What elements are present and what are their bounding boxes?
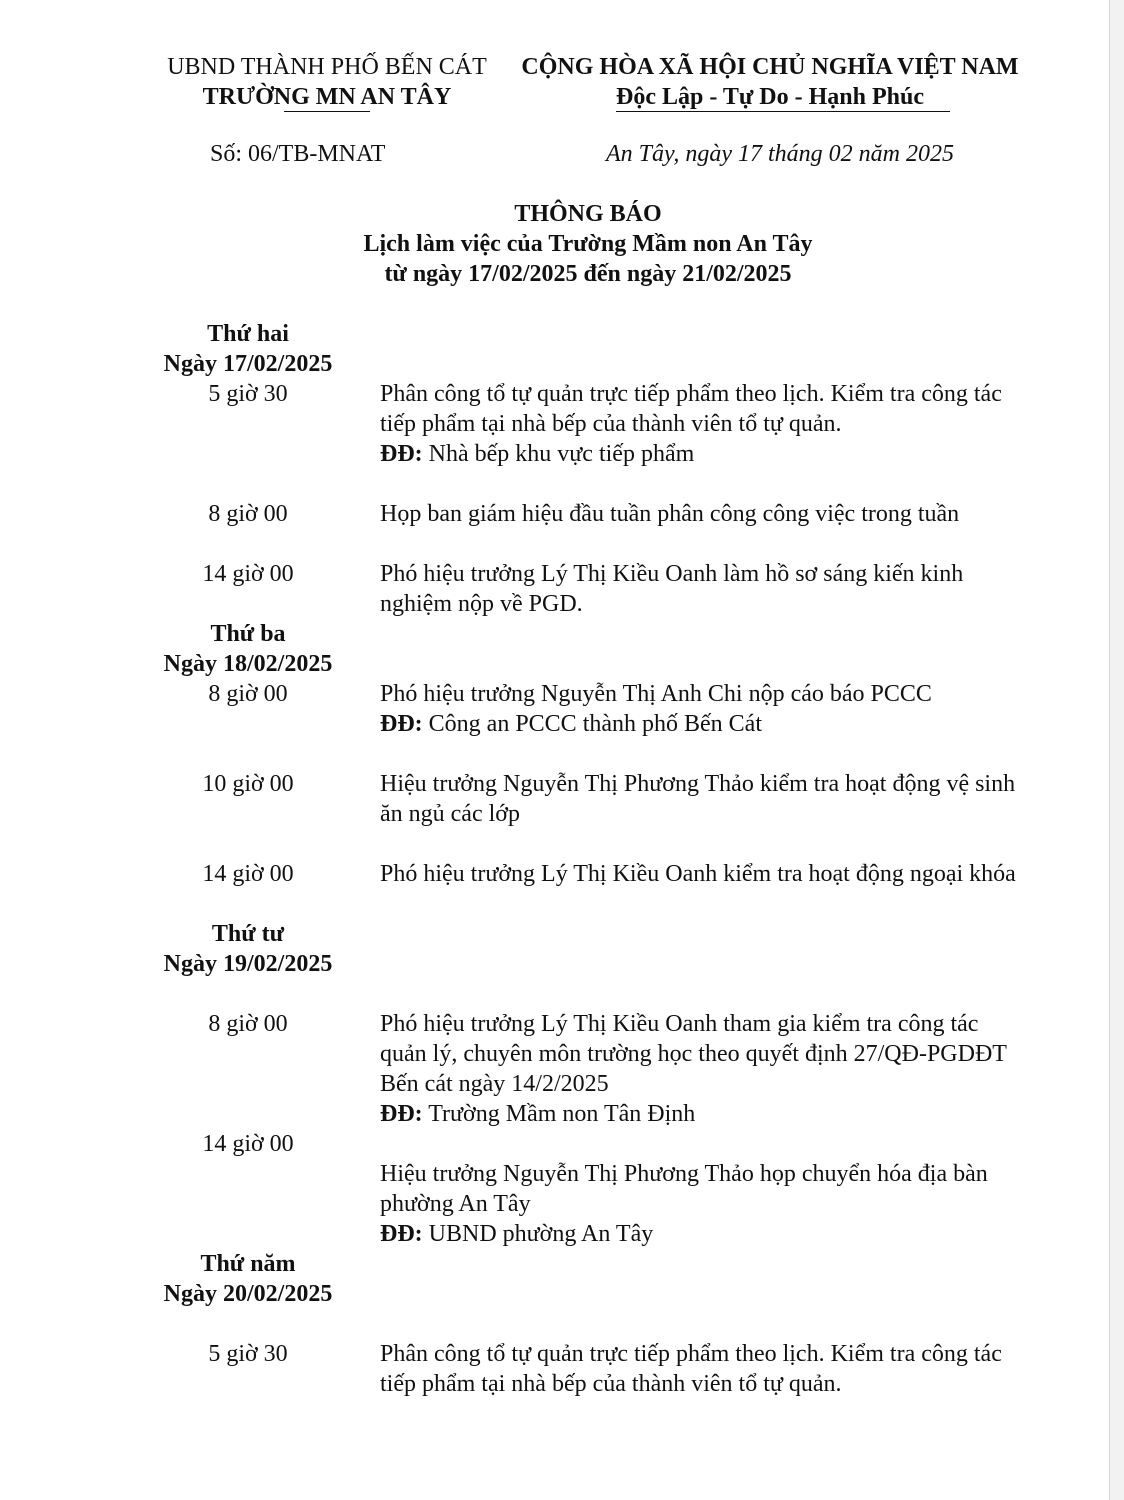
day-weekday: Thứ ba [210, 621, 286, 647]
location-value: UBND phường An Tây [422, 1221, 654, 1247]
org-name: TRƯỜNG MN AN TÂY [202, 84, 452, 110]
day-weekday: Thứ tư [211, 921, 285, 947]
doc-subtitle: Lịch làm việc của Trường Mầm non An Tây [363, 231, 813, 257]
entry-location [380, 709, 1030, 739]
entry-text [380, 379, 1030, 469]
motto-underline [616, 111, 950, 112]
location-label: ĐĐ: [380, 711, 423, 737]
location-value: Công an PCCC thành phố Bến Cát [422, 711, 762, 737]
page-edge [1109, 0, 1124, 1500]
place-date: An Tây, ngày 17 tháng 02 năm 2025 [606, 141, 954, 167]
location-value: Trường Mầm non Tân Định [422, 1101, 696, 1127]
doc-number: Số: 06/TB-MNAT [210, 141, 386, 167]
entry-text [380, 1339, 1030, 1399]
doc-title: THÔNG BÁO [514, 201, 662, 227]
entry-text [380, 1009, 1030, 1129]
day-date: Ngày 19/02/2025 [163, 951, 333, 977]
entry-text [380, 499, 1030, 529]
day-weekday: Thứ năm [200, 1251, 296, 1277]
entry-description: Hiệu trưởng Nguyễn Thị Phương Thảo kiểm tra hoạt động vệ sinh ăn ngủ các lớp [380, 771, 1016, 827]
entry-location [380, 1099, 1030, 1129]
entry-time: 14 giờ 00 [202, 1131, 294, 1157]
entry-time: 5 giờ 30 [208, 381, 288, 407]
day-date: Ngày 20/02/2025 [163, 1281, 333, 1307]
entry-description: Phó hiệu trưởng Nguyễn Thị Anh Chi nộp cáo báo PCCC [380, 681, 932, 707]
entry-time: 8 giờ 00 [208, 1011, 288, 1037]
nation-title: CỘNG HÒA XÃ HỘI CHỦ NGHĨA VIỆT NAM [521, 54, 1019, 80]
location-label: ĐĐ: [380, 1221, 423, 1247]
entry-time: 14 giờ 00 [202, 561, 294, 587]
entry-location [380, 439, 1030, 469]
location-label: ĐĐ: [380, 1101, 423, 1127]
org-parent: UBND THÀNH PHỐ BẾN CÁT [167, 54, 487, 80]
day-date: Ngày 18/02/2025 [163, 651, 333, 677]
entry-text [380, 769, 1030, 829]
doc-date-range: từ ngày 17/02/2025 đến ngày 21/02/2025 [384, 261, 792, 287]
entry-description: Phân công tổ tự quản trực tiếp phẩm theo lịch. Kiểm tra công tác tiếp phẩm tại nhà bếp của thành viên tổ tự quản. [380, 381, 1002, 437]
entry-location [380, 1219, 1030, 1249]
entry-description: Hiệu trưởng Nguyễn Thị Phương Thảo họp chuyển hóa địa bàn phường An Tây [380, 1161, 988, 1217]
day-date: Ngày 17/02/2025 [163, 351, 333, 377]
entry-time: 8 giờ 00 [208, 681, 288, 707]
day-weekday: Thứ hai [207, 321, 289, 347]
entry-time: 10 giờ 00 [202, 771, 294, 797]
motto: Độc Lập - Tự Do - Hạnh Phúc [615, 84, 924, 110]
entry-description: Phó hiệu trưởng Lý Thị Kiều Oanh làm hồ sơ sáng kiến kinh nghiệm nộp về PGD. [380, 561, 964, 617]
location-value: Nhà bếp khu vực tiếp phẩm [422, 441, 695, 467]
entry-time: 8 giờ 00 [208, 501, 288, 527]
entry-text [380, 559, 1030, 619]
entry-text [380, 679, 1030, 739]
entry-description: Phó hiệu trưởng Lý Thị Kiều Oanh tham gia kiểm tra công tác quản lý, chuyên môn trường học theo quyết định 27/QĐ-PGDĐT Bến cát ngày 14/2/2025 [380, 1011, 1007, 1097]
entry-text [380, 1159, 1030, 1249]
entry-time: 14 giờ 00 [202, 861, 294, 887]
entry-text [380, 859, 1030, 889]
entry-time: 5 giờ 30 [208, 1341, 288, 1367]
org-underline [284, 111, 370, 112]
entry-description: Phó hiệu trưởng Lý Thị Kiều Oanh kiểm tra hoạt động ngoại khóa [380, 861, 1016, 887]
entry-description: Phân công tổ tự quản trực tiếp phẩm theo lịch. Kiểm tra công tác tiếp phẩm tại nhà bếp của thành viên tổ tự quản. [380, 1341, 1002, 1397]
entry-description: Họp ban giám hiệu đầu tuần phân công công việc trong tuần [380, 501, 960, 527]
location-label: ĐĐ: [380, 441, 423, 467]
